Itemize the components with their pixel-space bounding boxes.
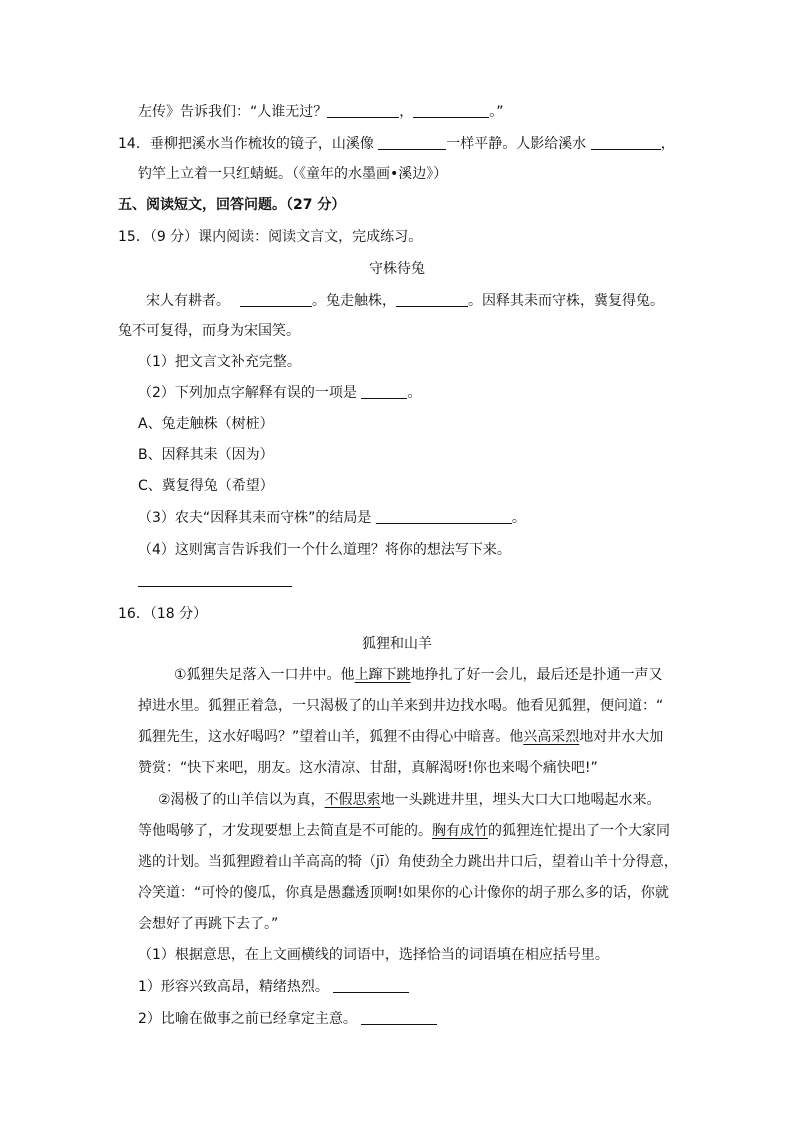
- section-heading: 五、阅读短文，回答问题。（27 分）: [118, 197, 346, 213]
- answer-blank[interactable]: [327, 103, 399, 118]
- q16-item-2: 2）比喻在做事之前已经拿定主意。: [138, 1009, 437, 1029]
- q15-sub-2: （2）下列加点字解释有误的一项是 。: [138, 385, 422, 401]
- q16-paragraph-2-line-5: 会想好了再跳下去了。”: [138, 916, 279, 932]
- q15-passage-line-2: 兔不可复得，而身为宋国笑。: [118, 323, 300, 339]
- q15-passage-line-1: 宋人有耕者。 。兔走触株， 。因释其耒而守株，冀复得兔。: [146, 293, 664, 309]
- underlined-word: 胸有成竹: [432, 823, 488, 839]
- q14-line-2: 钓竿上立着一只红蜻蜓。（《童年的水墨画•溪边》）: [138, 166, 448, 182]
- q16-item-1: 1）形容兴致高昂，精绪热烈。: [138, 977, 409, 997]
- answer-blank[interactable]: [376, 509, 512, 524]
- underlined-word: 上蹿下跳: [354, 667, 411, 683]
- answer-line[interactable]: [138, 586, 292, 587]
- answer-blank[interactable]: [378, 135, 446, 150]
- q16-paragraph-1-line-3: 狐狸先生，这水好喝吗？”望着山羊，狐狸不由得心中暗喜。他兴高采烈地对井水大加: [138, 729, 664, 745]
- answer-blank[interactable]: [361, 384, 407, 399]
- q16-paragraph-1-line-4: 赞赏：“快下来吧，朋友。这水清凉、甘甜，真解渴呀!你也来喝个痛快吧!”: [138, 760, 598, 776]
- q16-paragraph-2-line-4: 冷笑道：“可怜的傻瓜，你真是愚蠢透顶啊!如果你的心计像你的胡子那么多的话，你就: [138, 885, 669, 901]
- q13-tail-line: 左传》告诉我们：“人谁无过？ ， 。”: [138, 104, 504, 120]
- answer-blank[interactable]: [333, 978, 409, 993]
- q15-sub-3: （3）农夫“因释其耒而守株”的结局是 。: [138, 510, 526, 526]
- answer-blank[interactable]: [413, 103, 489, 118]
- answer-blank[interactable]: [240, 292, 312, 307]
- q16-paragraph-1-line-2: 掉进水里。狐狸正着急，一只渴极了的山羊来到井边找水喝。他看见狐狸，便问道：“: [138, 698, 664, 714]
- underlined-word: 不假思索: [324, 792, 381, 808]
- underlined-word: 兴高采烈: [523, 729, 580, 745]
- q16-passage-title: 狐狸和山羊: [362, 636, 432, 652]
- q15-option-a: A、兔走触株（树桩）: [138, 416, 274, 432]
- q16-sub-1: （1）根据意思，在上文画横线的词语中，选择恰当的词语填在相应括号里。: [138, 947, 609, 963]
- q15-option-c: C、冀复得兔（希望）: [138, 478, 274, 494]
- q16-paragraph-2-line-1: ②渴极了的山羊信以为真，不假思索地一头跳进井里，埋头大口大口地喝起水来。: [158, 792, 661, 808]
- q16-header: 16．（18 分）: [118, 606, 208, 622]
- q15-option-b: B、因释其耒（因为）: [138, 447, 274, 463]
- q16-paragraph-2-line-3: 逃的计划。当狐狸蹬着山羊高高的犄（jī）角使劲全力跳出井口后，望着山羊十分得意，: [138, 854, 678, 870]
- answer-blank[interactable]: [361, 1010, 437, 1025]
- q16-paragraph-2-line-2: 等他喝够了，才发现要想上去简直是不可能的。胸有成竹的狐狸连忙提出了一个大家同: [138, 823, 670, 839]
- q16-paragraph-1-line-1: ①狐狸失足落入一口井中。他上蹿下跳地挣扎了好一会儿，最后还是扑通一声又: [174, 667, 663, 683]
- q15-sub-4: （4）这则寓言告诉我们一个什么道理？将你的想法写下来。: [138, 542, 511, 558]
- q15-header: 15．（9 分）课内阅读：阅读文言文，完成练习。: [118, 229, 423, 245]
- q15-sub-1: （1）把文言文补充完整。: [138, 354, 301, 370]
- answer-blank[interactable]: [591, 135, 661, 150]
- answer-blank[interactable]: [396, 292, 468, 307]
- q14-line-1: 14．垂柳把溪水当作梳妆的镜子，山溪像 一样平静。人影给溪水 ，: [118, 136, 675, 152]
- q15-passage-title: 守株待兔: [369, 261, 425, 277]
